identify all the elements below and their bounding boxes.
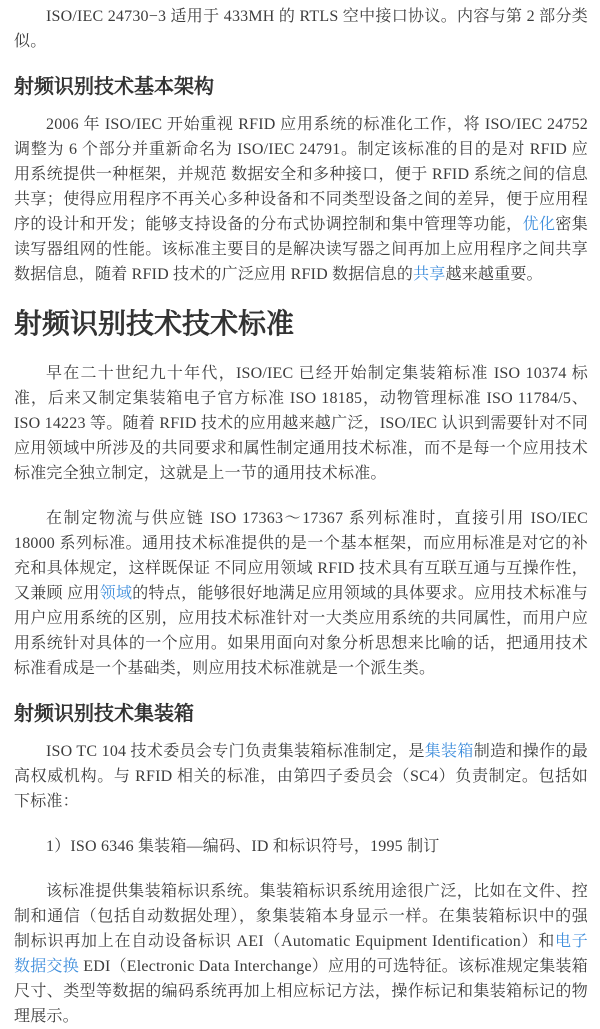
section-heading-container: 射频识别技术集装箱 xyxy=(14,703,194,725)
text-segment: 1）ISO 6346 集装箱—编码、ID 和标识符号，1995 制订 xyxy=(46,838,440,855)
text-segment: 越来越重要。 xyxy=(445,266,543,283)
text-segment: ISO/IEC 24730−3 适用于 433MH 的 RTLS 空中接口协议。内容与第 2 部分类似。 xyxy=(14,8,588,50)
text-segment: 在制定物流与供应链 ISO 17363～17367 系列标准时，直接引用 ISO/IEC 18000 系列标准。通用技术标准提供的是一个基本框架，而应用标准是对它的补充和具体规定，这样既保证 不同应用领域 RFID 技术具有互联互通与互操作性，又兼顾 应用 xyxy=(14,510,588,602)
inline-link-optimization[interactable]: 优化 xyxy=(522,216,556,233)
list-item-iso-6346 xyxy=(14,834,588,859)
text-segment: 制造和操作的最高权威机构。与 RFID 相关的标准，由第四子委员会（SC4）负责制定。包括如下标准： xyxy=(14,743,588,810)
inline-link-container[interactable]: 集装箱 xyxy=(424,743,474,760)
text-segment: 2006 年 ISO/IEC 开始重视 RFID 应用系统的标准化工作，将 ISO/IEC 24752 调整为 6 个部分并重新命名为 ISO/IEC 24791。制定该标准的目的是对 RFID 应用系统提供一种框架，并规范 数据安全和多种接口，便于 RFID 系统之间的信息共享；使得应用程序不再关心多种设备和不同类型设备之间的差异，便于应用程序的设计和开发；能够支持设备的分布式协调控制和集中管理等功能， xyxy=(14,116,588,233)
inline-link-sharing[interactable]: 共享 xyxy=(413,266,446,283)
paragraph-iso-6346-detail xyxy=(14,879,588,1029)
inline-link-field[interactable]: 领域 xyxy=(99,585,133,602)
paragraph-iso-tc104 xyxy=(14,739,588,814)
section-heading-basic-architecture: 射频识别技术基本架构 xyxy=(14,76,214,98)
paragraph-standard-24791 xyxy=(14,112,588,287)
text-segment: ISO TC 104 技术委员会专门负责集装箱标准制定，是 xyxy=(46,743,425,760)
inline-link-edi[interactable]: 电子数据交换 xyxy=(14,933,588,975)
page-heading-technical-standards: 射频识别技术技术标准 xyxy=(14,308,295,339)
text-segment: 早在二十世纪九十年代，ISO/IEC 已经开始制定集装箱标准 ISO 10374 标准，后来又制定集装箱电子官方标准 ISO 18185，动物管理标准 ISO 11784/5、ISO 14223 等。随着 RFID 技术的应用越来越广泛，ISO/IEC 认识到需要针对不同应用领域中所涉及的共同要求和属性制定通用技术标准，而不是每一个应用技术标准完全独立制定，这就是上一节的通用技术标准。 xyxy=(14,365,588,482)
text-segment: EDI（Electronic Data Interchange）应用的可选特征。该标准规定集装箱尺寸、类型等数据的编码系统再加上相应标记方法，操作标记和集装箱标记的物理展示。 xyxy=(14,958,588,1025)
text-segment: 该标准提供集装箱标识系统。集装箱标识系统用途很广泛，比如在文件、控制和通信（包括自动数据处理），象集装箱本身显示一样。在集装箱标识中的强制标识再加上在自动设备标识 AEI（Automatic Equipment Identification）和 xyxy=(14,883,588,950)
text-segment: 密集读写器组网的性能。该标准主要目的是解决读写器之间再加上应用程序之间共享数据信息，随着 RFID 技术的广泛应用 RFID 数据信息的 xyxy=(14,216,588,283)
text-segment: 的特点，能够很好地满足应用领域的具体要求。应用技术标准与用户应用系统的区别，应用技术标准针对一大类应用系统的共同属性，而用户应用系统针对具体的一个应用。如果用面向对象分析思想来比喻的话，把通用技术标准看成是一个基础类，则应用技术标准就是一个派生类。 xyxy=(14,585,588,677)
paragraph-logistics-supply-chain xyxy=(14,506,588,681)
paragraph-standards-history xyxy=(14,361,588,486)
intro-paragraph xyxy=(14,4,588,54)
